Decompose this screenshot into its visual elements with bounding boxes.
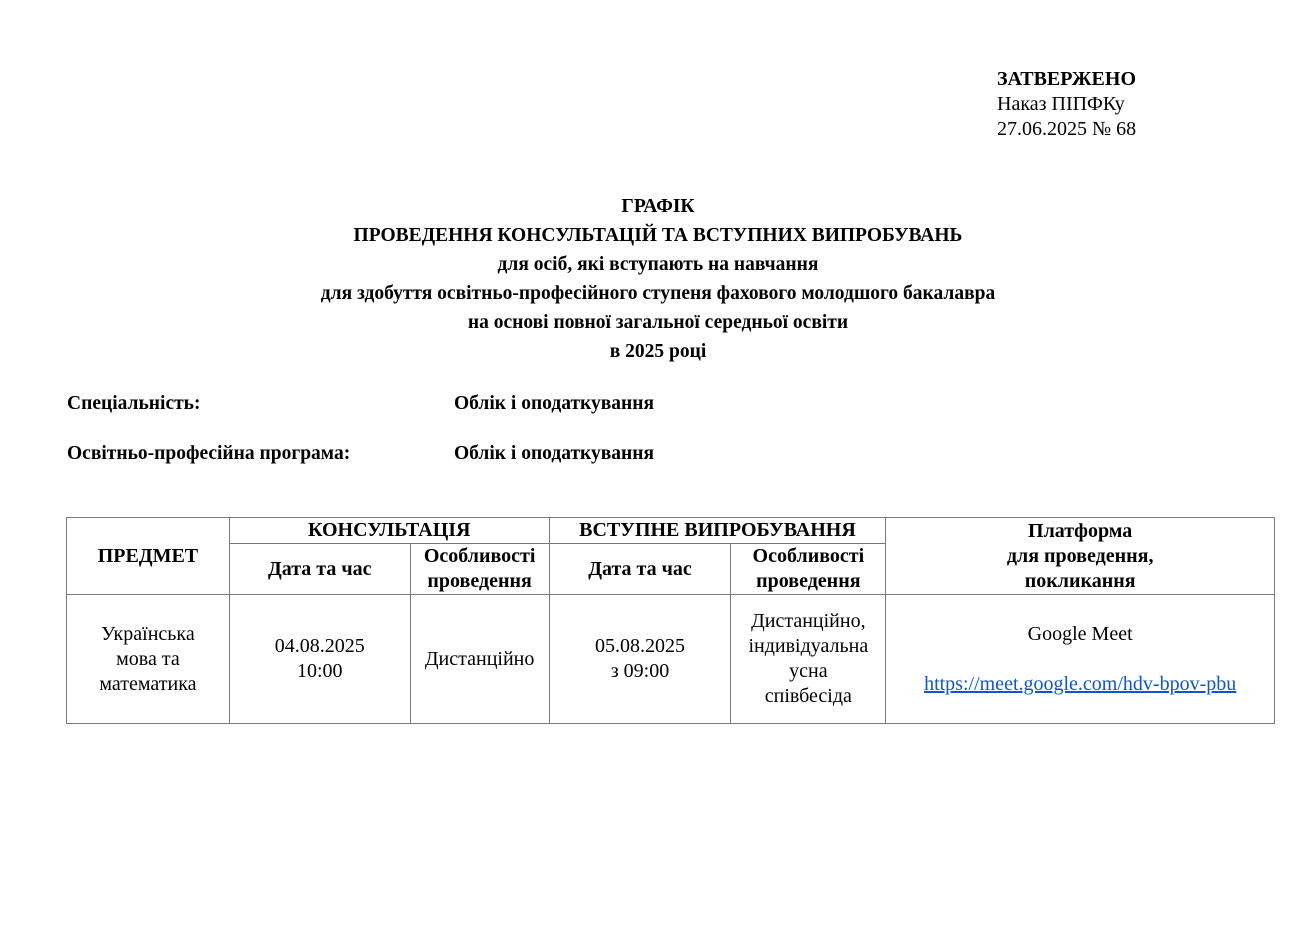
platform-cell — [886, 595, 1275, 724]
subject-cell — [67, 595, 230, 724]
heading-line-4: для здобуття освітньо-професійного ступеня фахового молодшого бакалавра — [320, 283, 996, 304]
approval-title: ЗАТВЕРЖЕНО — [997, 68, 1137, 90]
heading-line-6: в 2025 році — [609, 341, 707, 362]
header-exam: ВСТУПНЕ ВИПРОБУВАННЯ — [549, 518, 886, 544]
program-row — [67, 441, 655, 467]
header-subject: ПРЕДМЕТ — [67, 518, 230, 595]
specialty-row — [67, 391, 655, 417]
exam-datetime-cell — [549, 595, 731, 724]
table-row — [67, 595, 1275, 724]
heading-line-1: ГРАФІК — [621, 196, 695, 217]
consult-datetime-cell — [229, 595, 410, 724]
table-header-row — [67, 518, 1275, 544]
exam-mode-line-3: усна — [789, 660, 828, 682]
exam-mode-line-1: Дистанційно, — [751, 610, 866, 632]
header-consult-datetime: Дата та час — [229, 544, 410, 595]
specialty-label: Спеціальність: — [67, 393, 201, 414]
subject-line-1: Українська — [101, 622, 195, 645]
schedule-table — [66, 517, 1275, 724]
subject-line-2: мова та — [116, 647, 180, 670]
header-consult-features — [410, 544, 549, 595]
header-exam-features — [731, 544, 886, 595]
exam-time: з 09:00 — [610, 660, 670, 682]
approval-stamp — [997, 67, 1136, 142]
header-consultation: КОНСУЛЬТАЦІЯ — [229, 518, 549, 544]
subject-line-3: математика — [99, 672, 197, 695]
header-platform-line-3: покликання — [1024, 569, 1136, 592]
consult-time: 10:00 — [296, 660, 343, 682]
platform-spacer — [890, 647, 1270, 672]
meeting-link[interactable]: https://meet.google.com/hdv-bpov-pbu — [924, 672, 1237, 695]
heading-line-5: на основі повної загальної середньої освіти — [467, 312, 849, 333]
exam-date: 05.08.2025 — [595, 635, 685, 657]
specialty-value: Облік і оподаткування — [454, 393, 655, 414]
header-platform — [886, 518, 1275, 595]
exam-mode-line-2: індивідуальна — [748, 635, 869, 657]
approval-order: Наказ ПІПФКу — [997, 93, 1125, 115]
document-heading — [0, 192, 1316, 366]
consult-mode-cell: Дистанційно — [410, 595, 549, 724]
program-label: Освітньо-професійна програма: — [67, 443, 351, 464]
header-features-line-2: проведення — [756, 570, 861, 592]
header-platform-line-2: для проведення, — [1006, 544, 1154, 567]
approval-date: 27.06.2025 № 68 — [997, 118, 1137, 140]
heading-line-3: для осіб, які вступають на навчання — [497, 254, 819, 275]
header-platform-line-1: Платформа — [1028, 519, 1133, 542]
exam-mode-line-4: співбесіда — [764, 685, 852, 707]
header-features-line-1: Особливості — [752, 545, 865, 567]
platform-name: Google Meet — [1027, 622, 1133, 645]
exam-mode-cell — [731, 595, 886, 724]
program-value: Облік і оподаткування — [454, 443, 655, 464]
header-exam-datetime: Дата та час — [549, 544, 731, 595]
header-features-line-2: проведення — [427, 570, 532, 592]
consult-date: 04.08.2025 — [274, 635, 365, 657]
header-features-line-1: Особливості — [423, 545, 536, 567]
heading-line-2: ПРОВЕДЕННЯ КОНСУЛЬТАЦІЙ ТА ВСТУПНИХ ВИПРОБУВАНЬ — [353, 225, 963, 246]
